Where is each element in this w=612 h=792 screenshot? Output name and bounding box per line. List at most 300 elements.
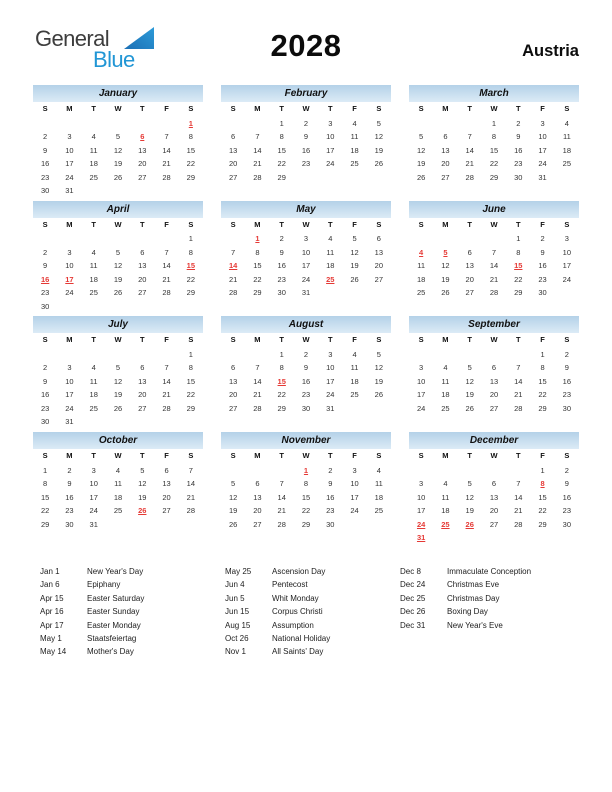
- day-cell: 17: [301, 261, 311, 271]
- day-cell: 5: [376, 349, 381, 359]
- day-cell: 22: [514, 274, 523, 284]
- day-cell: 22: [253, 274, 262, 284]
- day-cell: 19: [350, 261, 359, 271]
- day-cell: 2: [303, 118, 309, 128]
- legend-holiday-name: Ascension Day: [272, 567, 326, 576]
- weekday-label: T: [327, 451, 333, 461]
- calendar-grid: [33, 85, 579, 548]
- week-row: [221, 246, 391, 260]
- day-cell: 7: [255, 132, 260, 141]
- weekday-label: T: [91, 335, 96, 345]
- day-cell: 16: [301, 376, 311, 386]
- month-title-july: July: [33, 316, 203, 333]
- day-cell: 19: [441, 274, 450, 284]
- day-cell: 21: [162, 274, 171, 284]
- weekday-label: M: [66, 451, 73, 461]
- day-cell: 26: [374, 390, 384, 400]
- legend-date: Dec 31: [400, 620, 426, 630]
- month-title-january: January: [33, 85, 203, 102]
- day-cell: 8: [188, 132, 193, 141]
- day-cell: 12: [113, 376, 123, 386]
- legend-row: [225, 632, 400, 645]
- weekday-label: W: [114, 335, 122, 345]
- week-row: [221, 144, 391, 158]
- day-cell: [458, 117, 482, 131]
- week-row: [409, 348, 579, 362]
- day-cell: 27: [489, 519, 499, 529]
- weekday-label: F: [540, 104, 545, 113]
- legend-holiday-name: Easter Sunday: [87, 607, 140, 617]
- day-cell: 3: [67, 363, 72, 373]
- day-cell: 6: [231, 132, 236, 141]
- weekday-label: S: [376, 104, 382, 113]
- day-cell: 3: [67, 132, 72, 141]
- day-cell: [106, 300, 130, 314]
- day-cell: 8: [43, 479, 48, 489]
- weekday-label: S: [188, 451, 194, 461]
- day-cell: 9: [43, 261, 48, 271]
- day-cell: 6: [467, 247, 472, 257]
- day-cell: 2: [67, 465, 72, 475]
- day-cell: 3: [91, 465, 96, 475]
- holiday-day-cell: 17: [65, 274, 74, 284]
- day-cell: 11: [417, 261, 426, 271]
- day-cell: [433, 348, 457, 362]
- week-row: [33, 144, 203, 158]
- day-cell: 1: [491, 118, 497, 128]
- day-cell: 22: [40, 506, 50, 516]
- day-cell: 7: [231, 247, 236, 257]
- day-cell: 5: [140, 465, 145, 475]
- weekday-label: M: [442, 104, 449, 113]
- month-march: [409, 85, 579, 201]
- day-cell: 23: [562, 390, 572, 400]
- day-cell: 17: [562, 261, 572, 271]
- day-cell: 7: [255, 363, 260, 373]
- day-cell: 25: [89, 288, 98, 298]
- day-cell: 24: [326, 159, 335, 168]
- week-row: [409, 518, 579, 532]
- day-cell: 14: [489, 261, 499, 271]
- weekday-label: M: [442, 451, 449, 461]
- day-cell: 20: [489, 506, 499, 516]
- weekday-label: S: [230, 219, 236, 229]
- week-row: [221, 464, 391, 478]
- day-cell: 31: [301, 288, 311, 298]
- weekday-header-row: [409, 449, 579, 464]
- holiday-day-cell: 1: [303, 465, 309, 475]
- day-cell: 10: [538, 132, 547, 141]
- legend-holiday-name: Pentecost: [272, 580, 308, 590]
- day-cell: 18: [416, 274, 426, 284]
- day-cell: 14: [465, 145, 474, 155]
- legend-holiday-name: New Year's Day: [87, 567, 144, 576]
- day-cell: 18: [89, 159, 98, 168]
- day-cell: [57, 348, 81, 362]
- day-cell: 24: [326, 390, 335, 400]
- month-title-april: April: [33, 201, 203, 218]
- week-row: [409, 232, 579, 246]
- day-cell: 1: [188, 234, 193, 244]
- day-cell: 23: [40, 403, 50, 413]
- day-cell: 4: [443, 479, 448, 489]
- week-row: [33, 518, 203, 532]
- day-cell: 4: [443, 363, 448, 373]
- day-cell: 19: [416, 159, 426, 168]
- legend-holiday-name: Immaculate Conception: [447, 567, 532, 576]
- day-cell: 21: [162, 390, 171, 400]
- day-cell: 6: [443, 132, 448, 141]
- day-cell: 10: [89, 479, 98, 489]
- day-cell: 9: [564, 479, 569, 489]
- day-cell: 31: [89, 519, 98, 529]
- day-cell: [130, 184, 154, 198]
- weekday-header-row: [221, 333, 391, 348]
- day-cell: 5: [467, 479, 472, 489]
- weekday-label: M: [254, 219, 261, 229]
- weekday-label: T: [515, 104, 521, 113]
- day-cell: 16: [562, 376, 572, 386]
- day-cell: 10: [350, 479, 359, 489]
- day-cell: 11: [374, 479, 383, 489]
- weekday-label: T: [279, 335, 284, 345]
- day-cell: 11: [89, 376, 98, 386]
- day-cell: 20: [374, 261, 384, 271]
- legend-holiday-name: Easter Monday: [87, 620, 141, 630]
- legend-row: [225, 605, 400, 618]
- day-cell: 7: [516, 479, 521, 489]
- day-cell: 18: [89, 390, 98, 400]
- day-cell: 29: [538, 519, 547, 529]
- day-cell: [33, 117, 57, 131]
- month-may: [221, 201, 391, 317]
- legend-date: Oct 26: [225, 633, 249, 643]
- day-cell: [433, 531, 457, 545]
- day-cell: 12: [113, 261, 123, 271]
- day-cell: 10: [65, 145, 74, 155]
- holiday-day-cell: 26: [465, 519, 474, 529]
- day-cell: 4: [91, 247, 96, 257]
- day-cell: 14: [162, 376, 171, 386]
- day-cell: 15: [40, 492, 50, 502]
- day-cell: 13: [162, 479, 171, 489]
- week-row: [221, 361, 391, 375]
- day-cell: 22: [301, 506, 311, 516]
- weekday-label: T: [467, 451, 472, 461]
- day-cell: 17: [65, 159, 74, 168]
- day-cell: 16: [326, 492, 335, 502]
- weekday-label: W: [114, 104, 122, 113]
- legend-row: [40, 578, 225, 591]
- day-cell: 22: [186, 274, 196, 284]
- day-cell: 10: [65, 261, 74, 271]
- day-cell: 11: [89, 261, 98, 271]
- weekday-label: T: [467, 104, 472, 113]
- week-row: [409, 388, 579, 402]
- day-cell: [342, 402, 366, 416]
- month-title-august: August: [221, 316, 391, 333]
- day-cell: [82, 348, 106, 362]
- day-cell: 13: [138, 376, 147, 386]
- day-cell: 1: [279, 118, 284, 128]
- day-cell: 3: [328, 349, 333, 359]
- legend-date: Jan 1: [40, 567, 60, 576]
- day-cell: [482, 348, 506, 362]
- day-cell: [433, 117, 457, 131]
- day-cell: 13: [489, 492, 499, 502]
- day-cell: 29: [186, 403, 196, 413]
- week-row: [33, 402, 203, 416]
- day-cell: 10: [562, 247, 572, 257]
- day-cell: 21: [514, 506, 523, 516]
- month-title-june: June: [409, 201, 579, 218]
- day-cell: 19: [374, 376, 384, 386]
- day-cell: 25: [441, 403, 450, 413]
- day-cell: 27: [138, 288, 147, 298]
- day-cell: 1: [43, 465, 48, 475]
- day-cell: 9: [564, 363, 569, 373]
- day-cell: 21: [253, 159, 262, 168]
- week-row: [33, 157, 203, 171]
- day-cell: [57, 300, 81, 314]
- day-cell: [270, 464, 294, 478]
- day-cell: 18: [326, 261, 335, 271]
- week-row: [409, 286, 579, 300]
- day-cell: 14: [277, 492, 286, 502]
- day-cell: [221, 232, 245, 246]
- weekday-label: S: [376, 451, 382, 461]
- day-cell: 1: [540, 465, 545, 475]
- legend-date: Dec 25: [400, 593, 426, 603]
- day-cell: [130, 232, 154, 246]
- week-row: [33, 300, 203, 314]
- holiday-day-cell: 15: [277, 376, 286, 386]
- day-cell: 4: [352, 118, 357, 128]
- week-row: [221, 286, 391, 300]
- day-cell: 8: [188, 247, 193, 257]
- legend-column-1: [40, 565, 225, 659]
- weekday-label: S: [230, 335, 236, 345]
- weekday-label: M: [442, 219, 449, 229]
- weekday-label: F: [540, 219, 545, 229]
- week-row: [409, 273, 579, 287]
- day-cell: 14: [162, 261, 171, 271]
- day-cell: 25: [350, 390, 359, 400]
- legend-row: [400, 592, 531, 605]
- day-cell: [433, 464, 457, 478]
- day-cell: 5: [115, 247, 121, 257]
- weekday-header-row: [33, 449, 203, 464]
- day-cell: 20: [465, 274, 474, 284]
- weekday-label: W: [114, 219, 122, 229]
- day-cell: 11: [89, 145, 98, 155]
- day-cell: 21: [186, 492, 196, 502]
- day-cell: 18: [350, 376, 359, 386]
- week-row: [221, 388, 391, 402]
- legend-row: [225, 592, 400, 605]
- weekday-header-row: [221, 449, 391, 464]
- day-cell: 19: [113, 159, 123, 168]
- day-cell: 14: [514, 376, 523, 386]
- day-cell: 24: [538, 159, 547, 168]
- day-cell: 27: [162, 506, 171, 516]
- day-cell: 3: [67, 247, 72, 257]
- day-cell: 24: [89, 506, 98, 516]
- day-cell: [409, 348, 433, 362]
- day-cell: 11: [326, 247, 335, 257]
- day-cell: 20: [441, 159, 450, 168]
- day-cell: 21: [465, 159, 474, 168]
- day-cell: 22: [186, 159, 196, 168]
- day-cell: 6: [376, 234, 381, 244]
- holiday-day-cell: 1: [255, 234, 260, 244]
- weekday-label: T: [327, 104, 333, 113]
- weekday-label: S: [42, 219, 48, 229]
- weekday-label: T: [327, 335, 333, 345]
- day-cell: [82, 415, 106, 429]
- day-cell: [245, 117, 269, 131]
- day-cell: 30: [277, 288, 286, 298]
- day-cell: [154, 300, 178, 314]
- day-cell: 18: [89, 274, 98, 284]
- day-cell: [245, 464, 269, 478]
- weekday-label: W: [302, 104, 310, 113]
- holiday-day-cell: 14: [228, 261, 238, 271]
- week-row: [33, 273, 203, 287]
- day-cell: [318, 286, 342, 300]
- weekday-label: F: [352, 451, 357, 461]
- day-cell: 8: [516, 247, 521, 257]
- holiday-day-cell: 1: [188, 118, 193, 128]
- day-cell: 13: [374, 247, 384, 257]
- day-cell: 25: [374, 506, 384, 516]
- weekday-header-row: [33, 102, 203, 117]
- week-row: [409, 130, 579, 144]
- day-cell: 25: [113, 506, 123, 516]
- day-cell: 16: [538, 261, 547, 271]
- weekday-label: W: [302, 219, 310, 229]
- day-cell: [458, 531, 482, 545]
- day-cell: 17: [326, 145, 335, 155]
- day-cell: [506, 348, 530, 362]
- day-cell: 15: [489, 145, 499, 155]
- holiday-day-cell: 5: [443, 247, 448, 257]
- weekday-label: F: [164, 451, 169, 461]
- week-row: [221, 157, 391, 171]
- weekday-label: S: [188, 104, 194, 113]
- day-cell: [82, 232, 106, 246]
- weekday-label: S: [564, 451, 570, 461]
- day-cell: 19: [465, 390, 474, 400]
- day-cell: 21: [228, 274, 238, 284]
- day-cell: 6: [491, 363, 497, 373]
- day-cell: 19: [465, 506, 474, 516]
- weekday-label: M: [254, 451, 261, 461]
- day-cell: 24: [65, 288, 74, 298]
- month-title-february: February: [221, 85, 391, 102]
- day-cell: [294, 171, 318, 185]
- legend-row: [40, 592, 225, 605]
- day-cell: 9: [303, 132, 309, 141]
- day-cell: 23: [40, 172, 50, 182]
- weekday-label: S: [42, 451, 48, 461]
- day-cell: [367, 286, 391, 300]
- month-december: [409, 432, 579, 548]
- weekday-label: W: [490, 335, 498, 345]
- day-cell: 20: [228, 159, 238, 168]
- legend-column-2: [225, 565, 400, 659]
- day-cell: [409, 117, 433, 131]
- day-cell: 7: [164, 132, 169, 141]
- weekday-label: S: [564, 104, 570, 113]
- legend-row: [225, 565, 400, 578]
- day-cell: 30: [40, 417, 50, 427]
- legend-row: [40, 605, 225, 618]
- day-cell: 28: [465, 172, 474, 182]
- legend-holiday-name: Staatsfeiertag: [87, 633, 137, 643]
- weekday-label: M: [66, 335, 73, 345]
- day-cell: 5: [376, 118, 381, 128]
- day-cell: 18: [441, 506, 450, 516]
- day-cell: 15: [301, 492, 311, 502]
- day-cell: 29: [277, 172, 286, 182]
- holiday-legend: [40, 565, 531, 659]
- day-cell: [154, 415, 178, 429]
- day-cell: 22: [489, 159, 499, 168]
- day-cell: [106, 184, 130, 198]
- day-cell: 23: [326, 506, 335, 516]
- day-cell: 2: [328, 465, 333, 475]
- weekday-label: M: [66, 219, 73, 229]
- day-cell: 29: [538, 403, 547, 413]
- week-row: [33, 286, 203, 300]
- day-cell: 23: [40, 288, 50, 298]
- day-cell: 21: [253, 390, 262, 400]
- month-title-march: March: [409, 85, 579, 102]
- day-cell: [433, 232, 457, 246]
- legend-date: Jun 15: [225, 607, 250, 617]
- day-cell: 21: [514, 390, 523, 400]
- day-cell: [106, 518, 130, 532]
- day-cell: 3: [564, 234, 569, 244]
- day-cell: 10: [416, 492, 426, 502]
- month-title-november: November: [221, 432, 391, 449]
- day-cell: 26: [374, 159, 384, 168]
- day-cell: 2: [303, 349, 309, 359]
- day-cell: 7: [467, 132, 472, 141]
- holiday-day-cell: 26: [138, 506, 147, 516]
- day-cell: [342, 286, 366, 300]
- day-cell: 29: [301, 519, 311, 529]
- day-cell: [318, 171, 342, 185]
- weekday-label: S: [42, 104, 48, 113]
- week-row: [409, 361, 579, 375]
- day-cell: 13: [489, 376, 499, 386]
- day-cell: [245, 348, 269, 362]
- week-row: [221, 259, 391, 273]
- week-row: [409, 117, 579, 131]
- weekday-header-row: [33, 333, 203, 348]
- day-cell: 29: [186, 288, 196, 298]
- day-cell: 4: [376, 465, 381, 475]
- weekday-label: F: [352, 219, 357, 229]
- day-cell: 17: [89, 492, 98, 502]
- day-cell: 16: [562, 492, 572, 502]
- day-cell: 8: [279, 363, 284, 373]
- week-row: [33, 464, 203, 478]
- weekday-label: F: [352, 335, 357, 345]
- week-row: [409, 259, 579, 273]
